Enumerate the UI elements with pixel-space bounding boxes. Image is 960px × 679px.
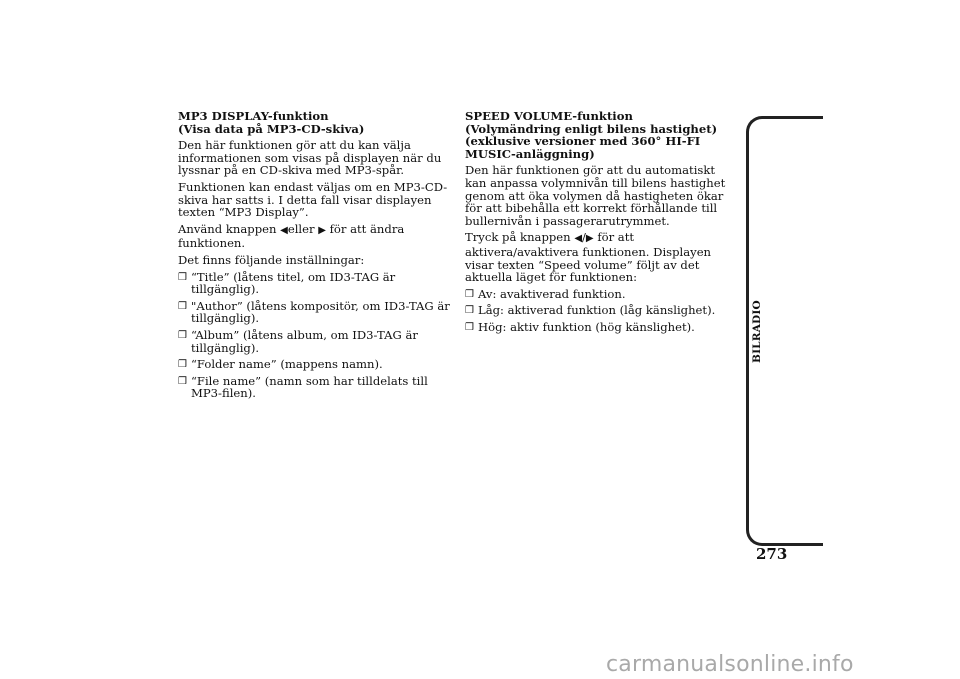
list-item-text: Av: avaktiverad funktion. (478, 286, 626, 301)
paragraph: Den här funktionen gör att du kan välja informationen som visas på displayen när du lyssnar på en CD-skiva med MP3-spår. (178, 138, 442, 178)
right-column (465, 110, 740, 338)
heading-line-1: MP3 DISPLAY-funktion (178, 109, 329, 123)
paragraph: Funktionen kan endast väljas om en MP3-CD-skiva har satts i. I detta fall visar displayen texten “MP3 Display”. (178, 179, 448, 220)
list-item-text: "Author” (låtens kompositör, om ID3-TAG är tillgänglig). (191, 298, 450, 326)
checkbox-bullet-icon: ❒ (178, 329, 187, 341)
heading-line-2: (Volymändring enligt bilens hastighet) (465, 121, 718, 136)
list-item-text: “File name” (namn som har tilldelats till MP3-filen). (191, 373, 428, 401)
left-column (178, 110, 450, 404)
watermark: carmanualsonline.info (606, 652, 854, 677)
page-number: 273 (756, 545, 788, 563)
list-item (178, 329, 450, 354)
checkbox-bullet-icon: ❒ (178, 271, 187, 283)
paragraph: Det finns följande inställningar: (178, 252, 365, 267)
triangle-right-icon: ▶ (318, 224, 326, 236)
checkbox-bullet-icon: ❒ (465, 321, 474, 333)
speed-volume-heading (465, 110, 740, 160)
text: Tryck på knappen (465, 230, 571, 245)
triangle-left-icon: ◀ (280, 224, 288, 236)
checkbox-bullet-icon: ❒ (465, 305, 474, 317)
heading-line-1: SPEED VOLUME-funktion (465, 109, 633, 123)
list-item (178, 358, 450, 371)
list-item-text: “Album” (låtens album, om ID3-TAG är tillgänglig). (191, 327, 418, 355)
checkbox-bullet-icon: ❒ (465, 288, 474, 300)
triangle-left-icon: ◀ (574, 233, 583, 245)
mp3-display-heading (178, 110, 450, 135)
text: eller (287, 221, 315, 236)
separator: / (582, 230, 586, 245)
triangle-right-icon: ▶ (585, 233, 594, 245)
paragraph: Den här funktionen gör att du automatiskt kan anpassa volymnivån till bilens hastighet genom att öka volymen då hastigheten ökar för att bibehålla ett korrekt förhållande till bullernivån i passagerarutrymmet. (465, 163, 726, 228)
list-item-text: “Title” (låtens titel, om ID3-TAG är tillgänglig). (191, 269, 396, 297)
paragraph-buttons (465, 231, 740, 283)
heading-line-3: (exklusive versioner med 360° HI-FI MUSIC-anläggning) (465, 134, 701, 161)
text: för att ändra funktionen. (178, 221, 405, 251)
checkbox-bullet-icon: ❒ (178, 375, 187, 387)
list-item-text: Låg: aktiverad funktion (låg känslighet). (478, 303, 716, 318)
list-item (465, 321, 740, 334)
text: Använd knappen (178, 221, 277, 236)
checkbox-bullet-icon: ❒ (178, 300, 187, 312)
list-item (178, 300, 450, 325)
list-item (178, 375, 450, 400)
checkbox-bullet-icon: ❒ (178, 359, 187, 371)
list-item-text: Hög: aktiv funktion (hög känslighet). (478, 319, 695, 334)
chapter-label: BILRADIO (751, 300, 763, 363)
list-item (178, 271, 450, 296)
text: för att aktivera/avaktivera funktionen. Displayen visar texten “Speed volume” följt av det aktuella läget för funktionen: (465, 230, 712, 285)
list-item-text: “Folder name” (mappens namn). (191, 357, 383, 372)
paragraph-buttons (178, 223, 450, 250)
list-item (465, 288, 740, 301)
heading-line-2: (Visa data på MP3-CD-skiva) (178, 121, 365, 136)
list-item (465, 304, 740, 317)
